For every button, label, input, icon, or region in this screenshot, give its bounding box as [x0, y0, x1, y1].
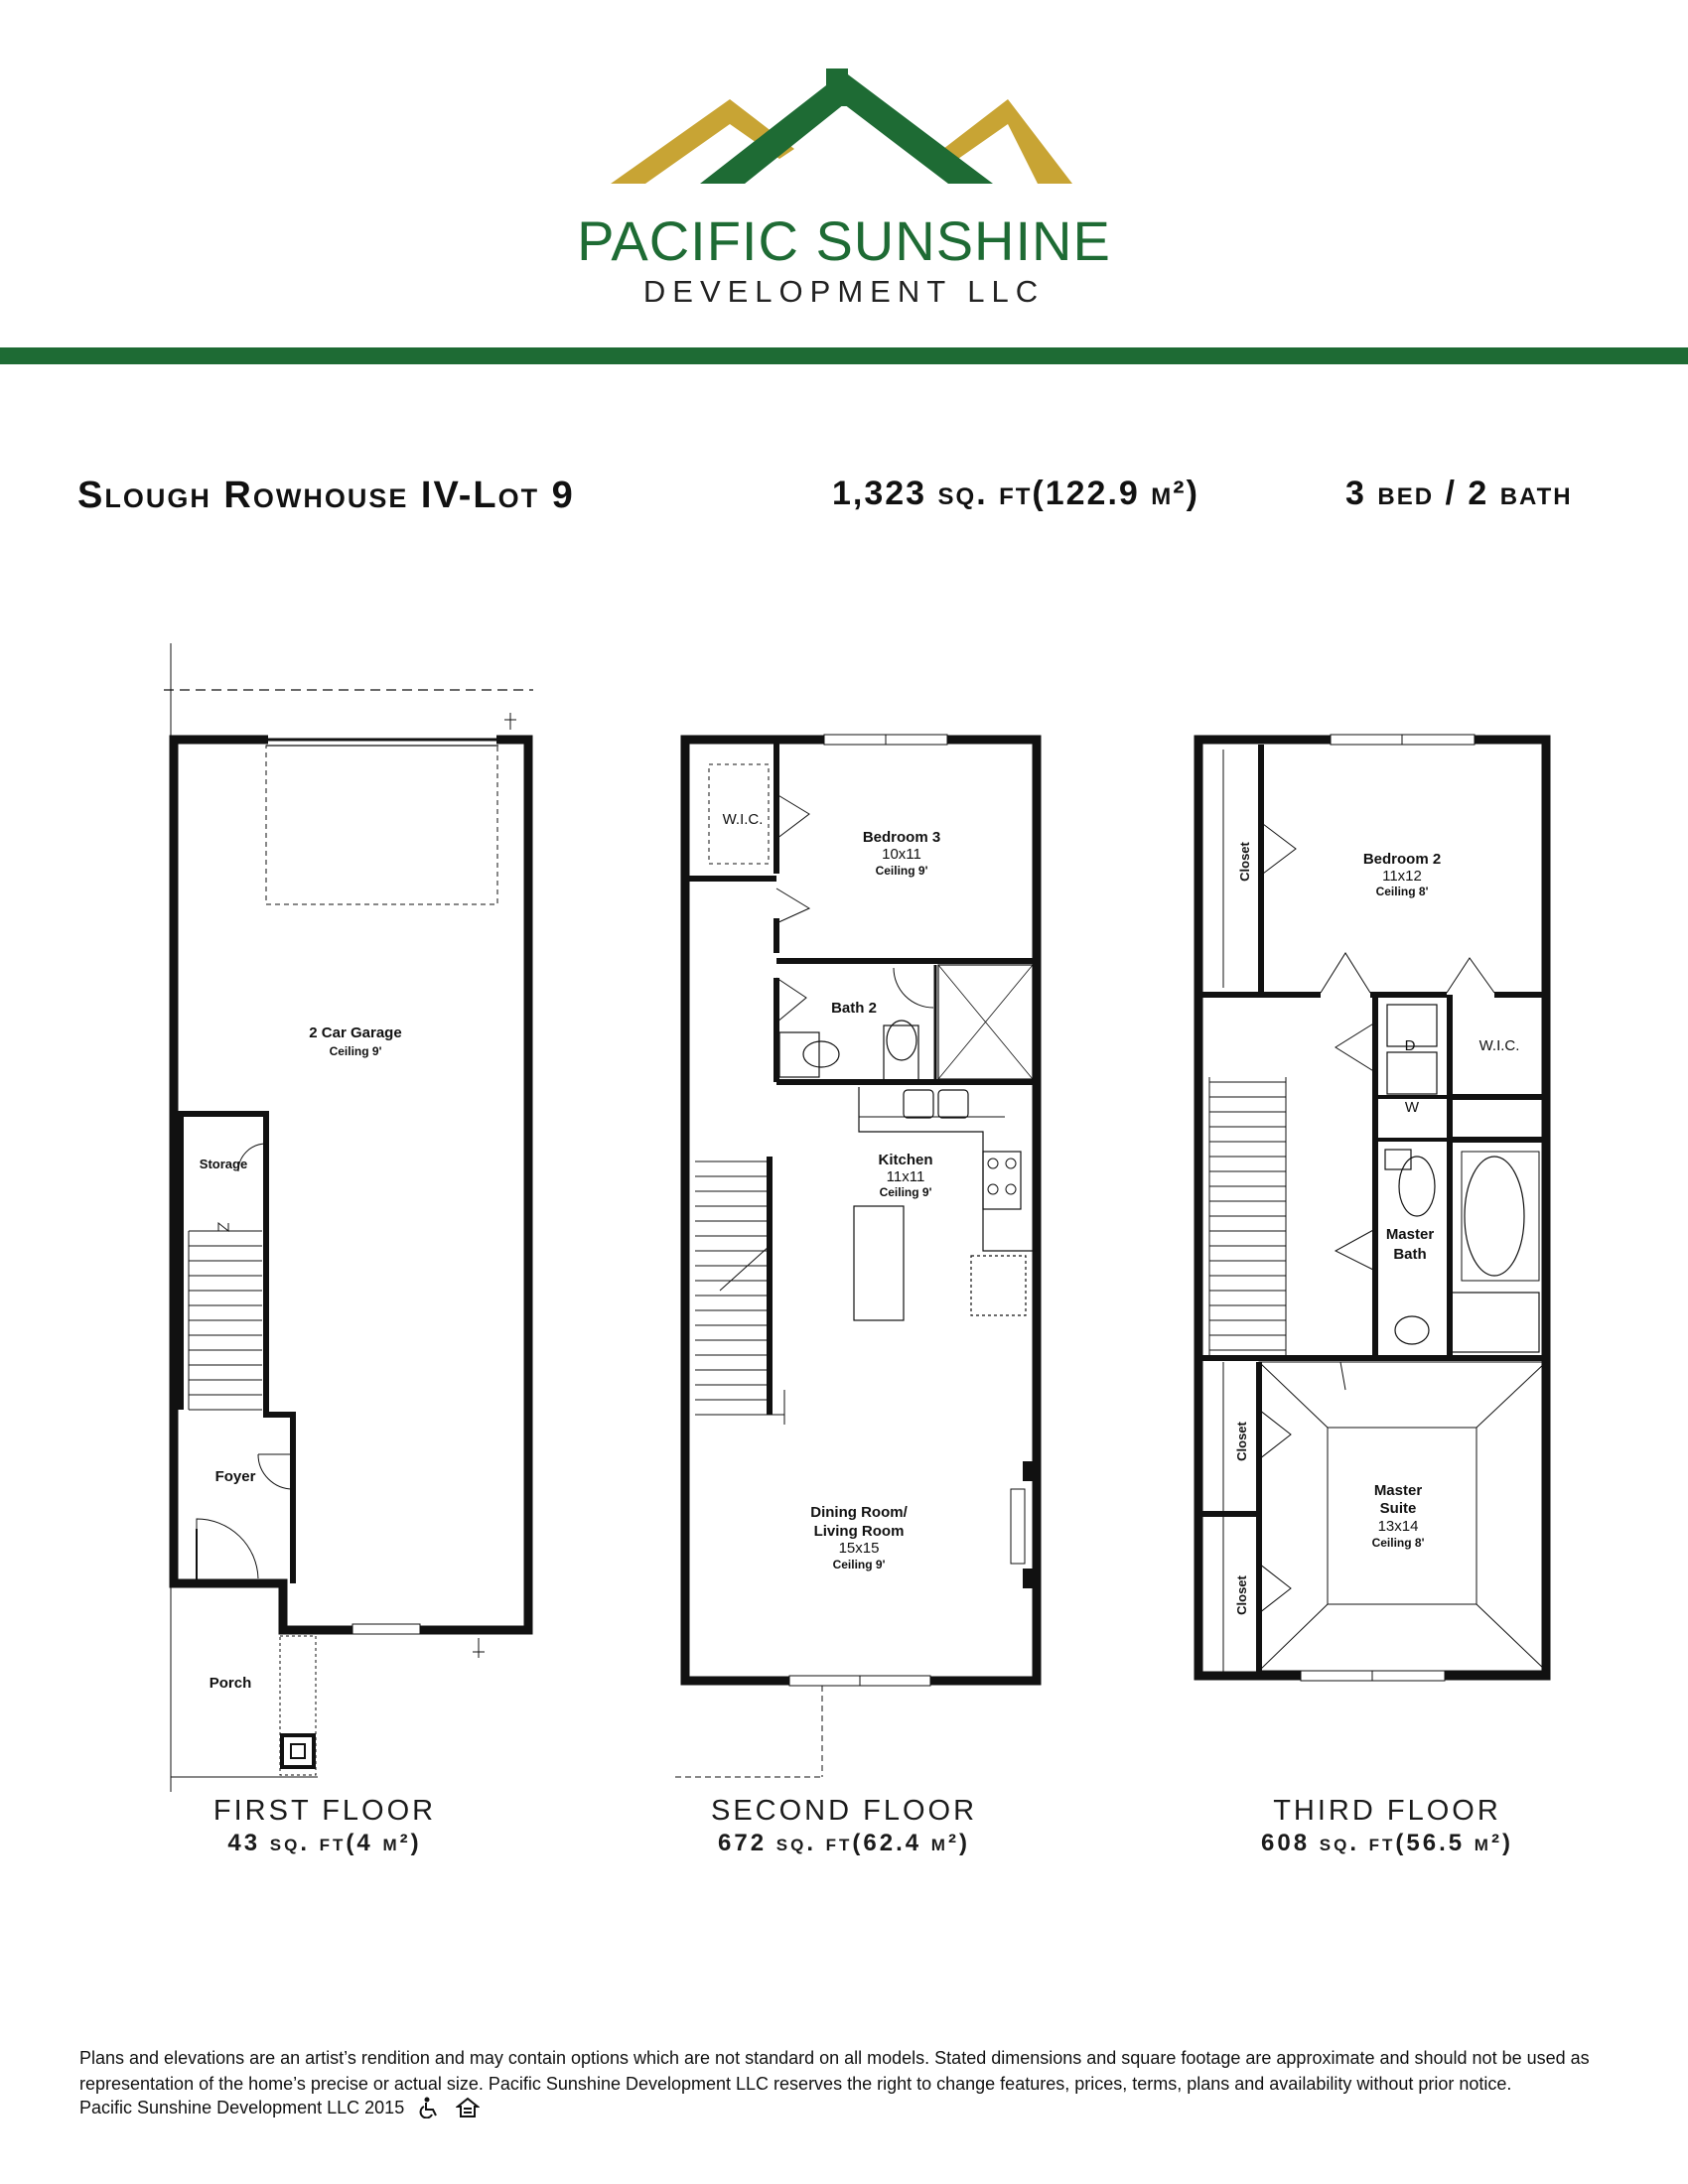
bedroom2-ceiling: Ceiling 8'	[1375, 885, 1429, 898]
dining-ceiling: Ceiling 9'	[832, 1558, 886, 1571]
dining-size: 15x15	[838, 1540, 880, 1557]
beds-baths: 3 bed / 2 bath	[1345, 475, 1573, 512]
master-suite-label: Master	[1373, 1482, 1423, 1499]
bedroom3-size: 10x11	[882, 846, 921, 863]
third-floor-title: THIRD FLOOR	[1273, 1795, 1501, 1827]
header-divider	[0, 347, 1688, 364]
storage-label: Storage	[199, 1157, 248, 1171]
disclaimer-text: Plans and elevations are an artist’s rendition and may contain options which are not standard on all models. Stated dimensions and square footage are approximate and should not be used as representation of the home’s precise or actual size. Pacific Sunshine Development LLC reserves the right to change features, prices, terms, plans and availability without prior notice.	[79, 2048, 1590, 2094]
closet-label-middle: Closet	[1234, 1422, 1249, 1461]
bedroom3-label: Bedroom 3	[862, 829, 941, 846]
copyright-text: Pacific Sunshine Development LLC 2015	[79, 2097, 405, 2117]
master-suite-ceiling: Ceiling 8'	[1371, 1536, 1425, 1550]
kitchen-size: 11x11	[886, 1168, 925, 1185]
closet-label-upper: Closet	[1237, 842, 1252, 882]
second-floor-area: 672 sq. ft(62.4 m²)	[718, 1830, 970, 1856]
plan-name: Slough Rowhouse IV-Lot 9	[77, 475, 575, 516]
second-floor-title: SECOND FLOOR	[710, 1795, 978, 1827]
total-area: 1,323 sq. ft(122.9 m²)	[832, 475, 1199, 512]
brand-name: PACIFIC SUNSHINE	[577, 209, 1111, 272]
master-bath-label: Master	[1385, 1226, 1435, 1243]
wic-label-second: W.I.C.	[722, 811, 764, 828]
foyer-label: Foyer	[214, 1468, 256, 1485]
accessibility-icon	[418, 2097, 442, 2118]
bath2-label: Bath 2	[831, 1000, 877, 1017]
first-floor-title: FIRST FLOOR	[212, 1795, 437, 1827]
copyright-line	[79, 2097, 480, 2118]
garage-label: 2 Car Garage	[309, 1024, 402, 1041]
closet-label-lower: Closet	[1234, 1575, 1249, 1615]
bedroom2-size: 11x12	[1382, 868, 1422, 885]
bedroom2-label: Bedroom 2	[1362, 851, 1442, 868]
equal-housing-icon	[456, 2097, 480, 2118]
washer-label: W	[1404, 1099, 1420, 1116]
logo-chimney	[826, 68, 848, 106]
master-bath-label-2: Bath	[1393, 1246, 1427, 1263]
second-floor-plan	[675, 735, 1037, 1777]
kitchen-ceiling: Ceiling 9'	[879, 1185, 932, 1199]
third-floor-stairs	[1209, 1077, 1286, 1355]
second-floor-caption	[645, 1795, 1043, 1857]
dining-label: Dining Room/	[810, 1504, 908, 1521]
first-floor-stairs	[189, 1223, 262, 1410]
third-floor-area: 608 sq. ft(56.5 m²)	[1261, 1830, 1513, 1856]
living-label: Living Room	[813, 1523, 905, 1540]
garage-ceiling: Ceiling 9'	[329, 1044, 382, 1058]
third-floor-caption	[1189, 1795, 1586, 1857]
brand-subtitle: DEVELOPMENT LLC	[642, 274, 1046, 309]
porch-label: Porch	[209, 1675, 252, 1692]
dryer-label: D	[1404, 1037, 1416, 1054]
first-floor-plan	[164, 643, 533, 1792]
first-floor-area: 43 sq. ft(4 m²)	[227, 1830, 422, 1856]
wic-label-third: W.I.C.	[1478, 1037, 1520, 1054]
bedroom3-ceiling: Ceiling 9'	[875, 864, 928, 878]
floor-plans	[0, 615, 1688, 1886]
kitchen-label: Kitchen	[878, 1152, 933, 1168]
first-floor-caption	[126, 1795, 523, 1857]
master-suite-size: 13x14	[1377, 1518, 1419, 1535]
master-suite-label-2: Suite	[1379, 1500, 1417, 1517]
